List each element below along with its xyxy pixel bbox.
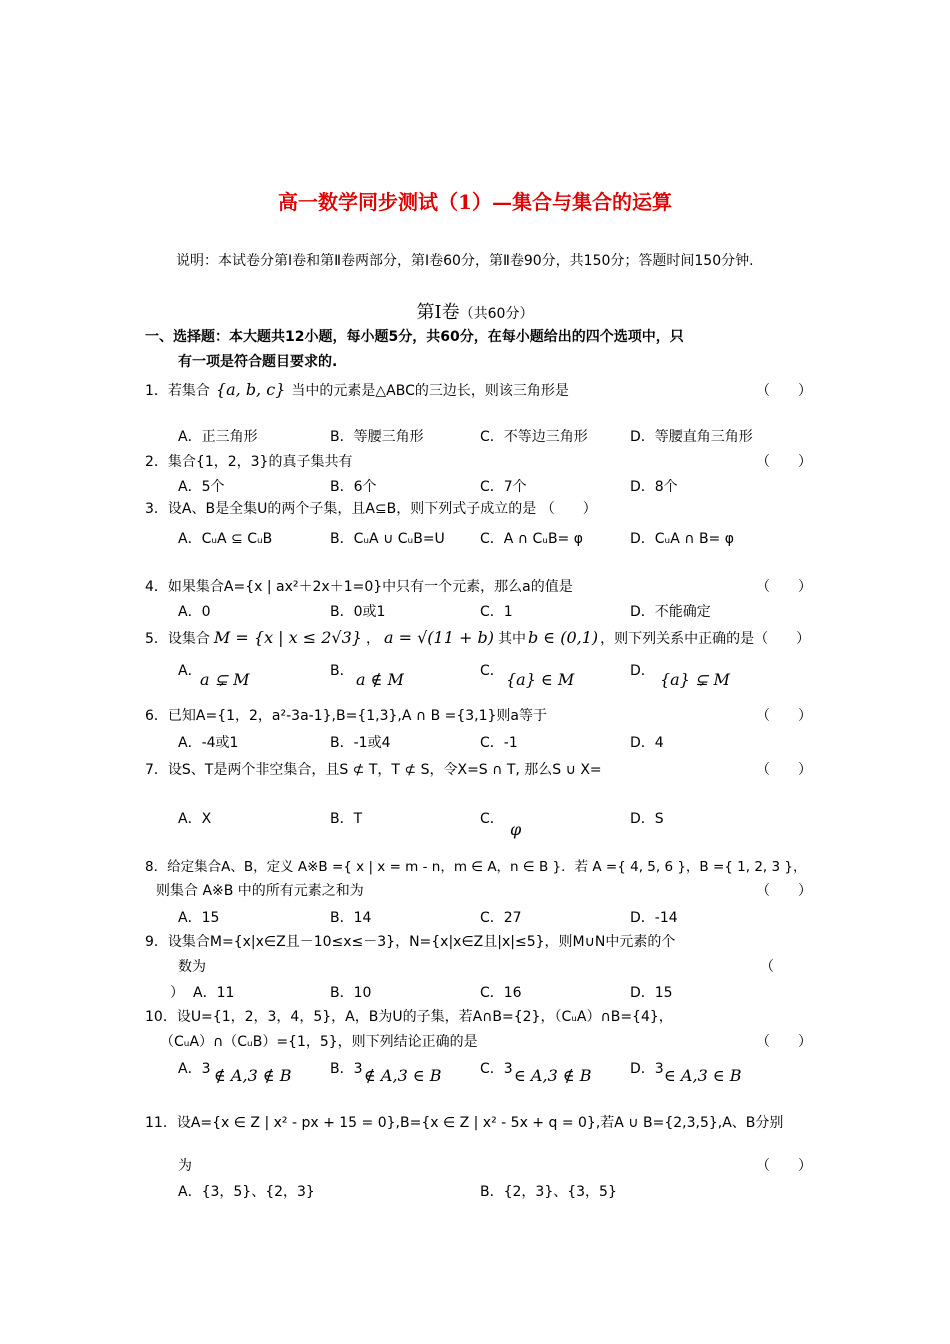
- q5-stem-mid: 其中: [497, 631, 526, 647]
- q11-answer-paren: （ ）: [756, 1158, 812, 1174]
- question-8-line1: 8．给定集合A、B，定义 A※B ={ x | x = m - n，m ∈ A，n ∈ B }．若 A ={ 4, 5, 6 }，B ={ 1, 2, 3 }，: [145, 859, 807, 875]
- q5-math-b: b ∈ (0,1): [527, 628, 599, 647]
- q5-option-b-label: B．: [330, 663, 354, 679]
- page-title: 高一数学同步测试（1）—集合与集合的运算: [278, 190, 672, 214]
- q7-option-a: A．X: [178, 811, 212, 827]
- q2-option-c: C．7个: [480, 479, 527, 495]
- q8-option-c: C．27: [480, 910, 522, 926]
- q9-paren-close: ）: [170, 985, 184, 1001]
- q9-paren-open: （: [760, 959, 774, 975]
- question-11-stem: 11．设A={x ∈ Z | x² - px + 15 = 0},B={x ∈ Z | x² - 5x + q = 0},若A ∪ B={2,3,5},A、B分别: [145, 1115, 784, 1131]
- question-10-line1: 10．设U={1，2，3，4，5}，A，B为U的子集，若A∩B={2}，（CᵤA）∩B={4}，: [145, 1009, 673, 1025]
- q6-option-a: A．-4或1: [178, 735, 239, 751]
- q1-math-set: {a, b, c}: [215, 380, 286, 399]
- q10-answer-paren: （ ）: [756, 1034, 812, 1050]
- question-9-line1: 9．设集合M={x|x∈Z且－10≤x≤－3}，N={x|x∈Z且|x|≤5}，则M∪N中元素的个: [145, 934, 676, 950]
- q9-option-c: C．16: [480, 985, 522, 1001]
- q5-option-a-label: A．: [178, 663, 202, 679]
- q2-option-b: B．6个: [330, 479, 377, 495]
- q5-option-a: a ⊊ M: [200, 670, 250, 689]
- q7-option-c-label: C．: [480, 811, 504, 827]
- question-10-line2: （CᵤA）∩（CᵤB）={1，5}，则下列结论正确的是: [160, 1034, 478, 1050]
- q1-stem-pre: 1．若集合: [145, 383, 210, 399]
- q4-option-a: A．0: [178, 604, 211, 620]
- q7-option-c: φ: [510, 820, 522, 839]
- q5-option-d-label: D．: [630, 663, 655, 679]
- q1-option-a: A．正三角形: [178, 429, 258, 445]
- q5-stem-post: ，则下列关系中正确的是（ ）: [600, 631, 811, 647]
- q9-option-a: A．11: [193, 985, 235, 1001]
- q6-answer-paren: （ ）: [756, 708, 812, 724]
- q9-option-b: B．10: [330, 985, 372, 1001]
- q5-math-a: a = √(11 + b): [383, 628, 494, 647]
- q8-option-d: D．-14: [630, 910, 678, 926]
- q10-option-a-label: A．3: [178, 1061, 211, 1077]
- q5-option-d: {a} ⊊ M: [660, 670, 730, 689]
- q6-option-d: D．4: [630, 735, 664, 751]
- q6-option-b: B．-1或4: [330, 735, 391, 751]
- q1-stem-post: 当中的元素是△ABC的三边长，则该三角形是: [291, 383, 569, 399]
- q8-option-b: B．14: [330, 910, 372, 926]
- q1-option-d: D．等腰直角三角形: [630, 429, 753, 445]
- q10-option-d: ∈ A,3 ∈ B: [664, 1066, 742, 1085]
- part1-instructions-line1: 一、选择题：本大题共12小题，每小题5分，共60分，在每小题给出的四个选项中，只: [145, 329, 684, 345]
- q8-answer-paren: （ ）: [756, 883, 812, 899]
- part1-instructions-line2: 有一项是符合题目要求的.: [178, 354, 338, 370]
- q10-option-c: ∈ A,3 ∉ B: [514, 1066, 592, 1085]
- q4-option-b: B．0或1: [330, 604, 386, 620]
- q10-option-c-label: C．3: [480, 1061, 513, 1077]
- question-3-stem: 3．设A、B是全集U的两个子集，且A⊆B，则下列式子成立的是 （ ）: [145, 501, 597, 517]
- q3-option-a: A．CᵤA ⊆ CᵤB: [178, 531, 273, 547]
- q4-option-d: D．不能确定: [630, 604, 711, 620]
- q6-option-c: C．-1: [480, 735, 518, 751]
- q8-option-a: A．15: [178, 910, 220, 926]
- q7-option-d: D．S: [630, 811, 664, 827]
- q4-answer-paren: （ ）: [756, 579, 812, 595]
- q3-option-b: B．CᵤA ∪ CᵤB=U: [330, 531, 445, 547]
- q5-sep: ，: [365, 631, 380, 647]
- q5-option-c: {a} ∈ M: [506, 670, 575, 689]
- q11-option-a: A．{3，5}、{2，3}: [178, 1184, 315, 1200]
- q5-option-c-label: C．: [480, 663, 504, 679]
- q1-answer-paren: （ ）: [756, 383, 812, 399]
- question-8-line2: 则集合 A※B 中的所有元素之和为: [156, 883, 364, 899]
- question-7-stem: 7．设S、T是两个非空集合，且S ⊄ T，T ⊄ S，令X=S ∩ T, 那么S ∪ X=: [145, 762, 602, 778]
- q2-option-d: D．8个: [630, 479, 678, 495]
- question-11-line2: 为: [178, 1158, 192, 1174]
- q1-option-c: C．不等边三角形: [480, 429, 588, 445]
- q5-option-b: a ∉ M: [356, 670, 404, 689]
- q7-option-b: B．T: [330, 811, 363, 827]
- section-heading: [0, 298, 950, 324]
- q4-option-c: C．1: [480, 604, 513, 620]
- q9-option-d: D．15: [630, 985, 673, 1001]
- q10-option-b: ∉ A,3 ∈ B: [364, 1066, 442, 1085]
- question-1-stem: [145, 380, 569, 400]
- question-5-stem: [145, 628, 810, 648]
- question-9-line2: 数为: [178, 959, 206, 975]
- q2-option-a: A．5个: [178, 479, 225, 495]
- q11-option-b: B．{2，3}、{3，5}: [480, 1184, 617, 1200]
- q5-math-set-m: M = {x | x ≤ 2√3}: [213, 628, 362, 647]
- q10-option-d-label: D．3: [630, 1061, 664, 1077]
- q3-option-d: D．CᵤA ∩ B= φ: [630, 531, 734, 547]
- question-2-stem: 2．集合{1，2，3}的真子集共有: [145, 454, 353, 470]
- q2-answer-paren: （ ）: [756, 454, 812, 470]
- q3-option-c: C．A ∩ CᵤB= φ: [480, 531, 583, 547]
- section-score: （共60分）: [459, 306, 534, 322]
- q5-stem-pre: 5．设集合: [145, 631, 210, 647]
- q1-option-b: B．等腰三角形: [330, 429, 424, 445]
- question-6-stem: 6．已知A={1，2，a²-3a-1},B={1,3},A ∩ B ={3,1}则a等于: [145, 708, 548, 724]
- question-4-stem: 4．如果集合A={x | ax²＋2x＋1=0}中只有一个元素，那么a的值是: [145, 579, 573, 595]
- q10-option-a: ∉ A,3 ∉ B: [214, 1066, 292, 1085]
- q7-answer-paren: （ ）: [756, 762, 812, 778]
- section-name: 第Ⅰ卷: [416, 302, 460, 323]
- q10-option-b-label: B．3: [330, 1061, 363, 1077]
- exam-note: 说明：本试卷分第Ⅰ卷和第Ⅱ卷两部分，第Ⅰ卷60分，第Ⅱ卷90分，共150分；答题时间150分钟.: [176, 253, 754, 269]
